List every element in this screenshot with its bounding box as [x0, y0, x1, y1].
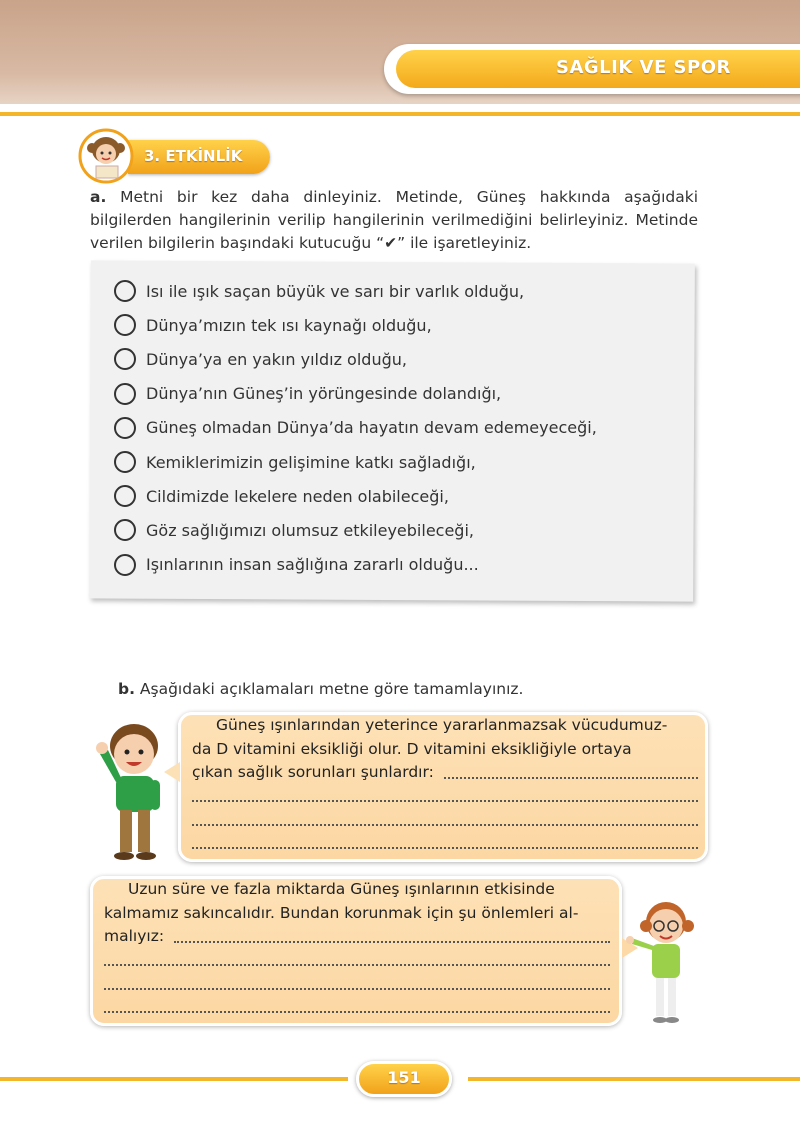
- answer-checkbox[interactable]: [114, 348, 136, 370]
- checklist: [114, 274, 597, 582]
- page-number: 151: [387, 1068, 421, 1087]
- list-item-text: Işınlarının insan sağlığına zararlı olduğu...: [146, 555, 479, 575]
- list-item: [114, 342, 597, 376]
- list-item: [114, 513, 597, 547]
- answer-checkbox[interactable]: [114, 417, 136, 439]
- box1-line: çıkan sağlık sorunları şunlardır:: [192, 763, 434, 781]
- box2-answer-row: [104, 925, 610, 949]
- box1-answer-row: [192, 761, 698, 785]
- footer-line-left: [0, 1077, 348, 1081]
- list-item: [114, 377, 597, 411]
- list-item-text: Cildimizde lekelere neden olabileceği,: [146, 486, 449, 506]
- header-divider: [0, 104, 800, 110]
- answer-checkbox[interactable]: [114, 485, 136, 507]
- instruction-a-text: Metni bir kez daha dinleyiniz. Metinde, Güneş hakkında aşağıdaki bilgilerden hangilerinin verilip hangilerinin verilmediğini belirleyiniz. Metinde verilen bilgilerin başındaki kutucuğu “✔” ile işaretleyiniz.: [90, 188, 698, 252]
- list-item-text: Dünya’ya en yakın yıldız olduğu,: [146, 349, 407, 369]
- answer-checkbox[interactable]: [114, 383, 136, 405]
- answer-checkbox[interactable]: [114, 554, 136, 576]
- answer-checkbox[interactable]: [114, 314, 136, 336]
- list-item: [114, 274, 597, 308]
- instruction-a-label: a.: [90, 188, 107, 206]
- speech-text-girl: [104, 878, 610, 1019]
- list-item: [114, 308, 597, 342]
- answer-checkbox[interactable]: [114, 519, 136, 541]
- instruction-b: [118, 680, 523, 698]
- answer-line[interactable]: [104, 949, 610, 973]
- girl-mascot-icon: [76, 126, 146, 186]
- list-item: [114, 479, 597, 513]
- box2-line: kalmamız sakıncalıdır. Bundan korunmak için şu önlemleri al-: [104, 903, 579, 922]
- footer-line-right: [468, 1077, 800, 1081]
- instruction-b-label: b.: [118, 680, 135, 698]
- box1-line: da D vitamini eksikliği olur. D vitamini eksikliğiyle ortaya: [192, 739, 632, 758]
- box2-line: Uzun süre ve fazla miktarda Güneş ışınlarının etkisinde: [128, 880, 555, 898]
- list-item-text: Isı ile ışık saçan büyük ve sarı bir varlık olduğu,: [146, 281, 525, 301]
- instruction-b-text: Aşağıdaki açıklamaları metne göre tamamlayınız.: [134, 680, 524, 698]
- speech-text-boy: [192, 714, 698, 855]
- list-item: [114, 548, 597, 582]
- answer-line[interactable]: [192, 832, 698, 856]
- answer-line[interactable]: [104, 972, 610, 996]
- list-item-text: Kemiklerimizin gelişimine katkı sağladığı,: [146, 452, 476, 472]
- answer-line[interactable]: [192, 785, 698, 809]
- list-item-text: Göz sağlığımızı olumsuz etkileyebileceği,: [146, 520, 474, 540]
- answer-checkbox[interactable]: [114, 280, 136, 302]
- answer-checkbox[interactable]: [114, 451, 136, 473]
- box2-line: malıyız:: [104, 927, 165, 945]
- header-accent-line: [0, 112, 800, 116]
- instruction-a: [90, 186, 698, 255]
- answer-line[interactable]: [192, 808, 698, 832]
- speech-tail-boy: [164, 762, 180, 782]
- box1-line: Güneş ışınlarından yeterince yararlanmazsak vücudumuz-: [216, 716, 668, 734]
- answer-line[interactable]: [174, 925, 610, 949]
- list-item: [114, 411, 597, 445]
- activity-title: 3. ETKİNLİK: [144, 147, 243, 165]
- answer-line[interactable]: [104, 996, 610, 1020]
- list-item-text: Güneş olmadan Dünya’da hayatın devam edemeyeceği,: [146, 418, 597, 438]
- list-item-text: Dünya’mızın tek ısı kaynağı olduğu,: [146, 315, 432, 335]
- chapter-title: SAĞLIK VE SPOR: [556, 57, 731, 78]
- list-item-text: Dünya’nın Güneş’in yörüngesinde dolandığı,: [146, 384, 502, 404]
- girl-illustration-icon: [626, 896, 706, 1026]
- list-item: [114, 445, 597, 479]
- answer-line[interactable]: [444, 761, 698, 785]
- boy-illustration-icon: [92, 718, 172, 862]
